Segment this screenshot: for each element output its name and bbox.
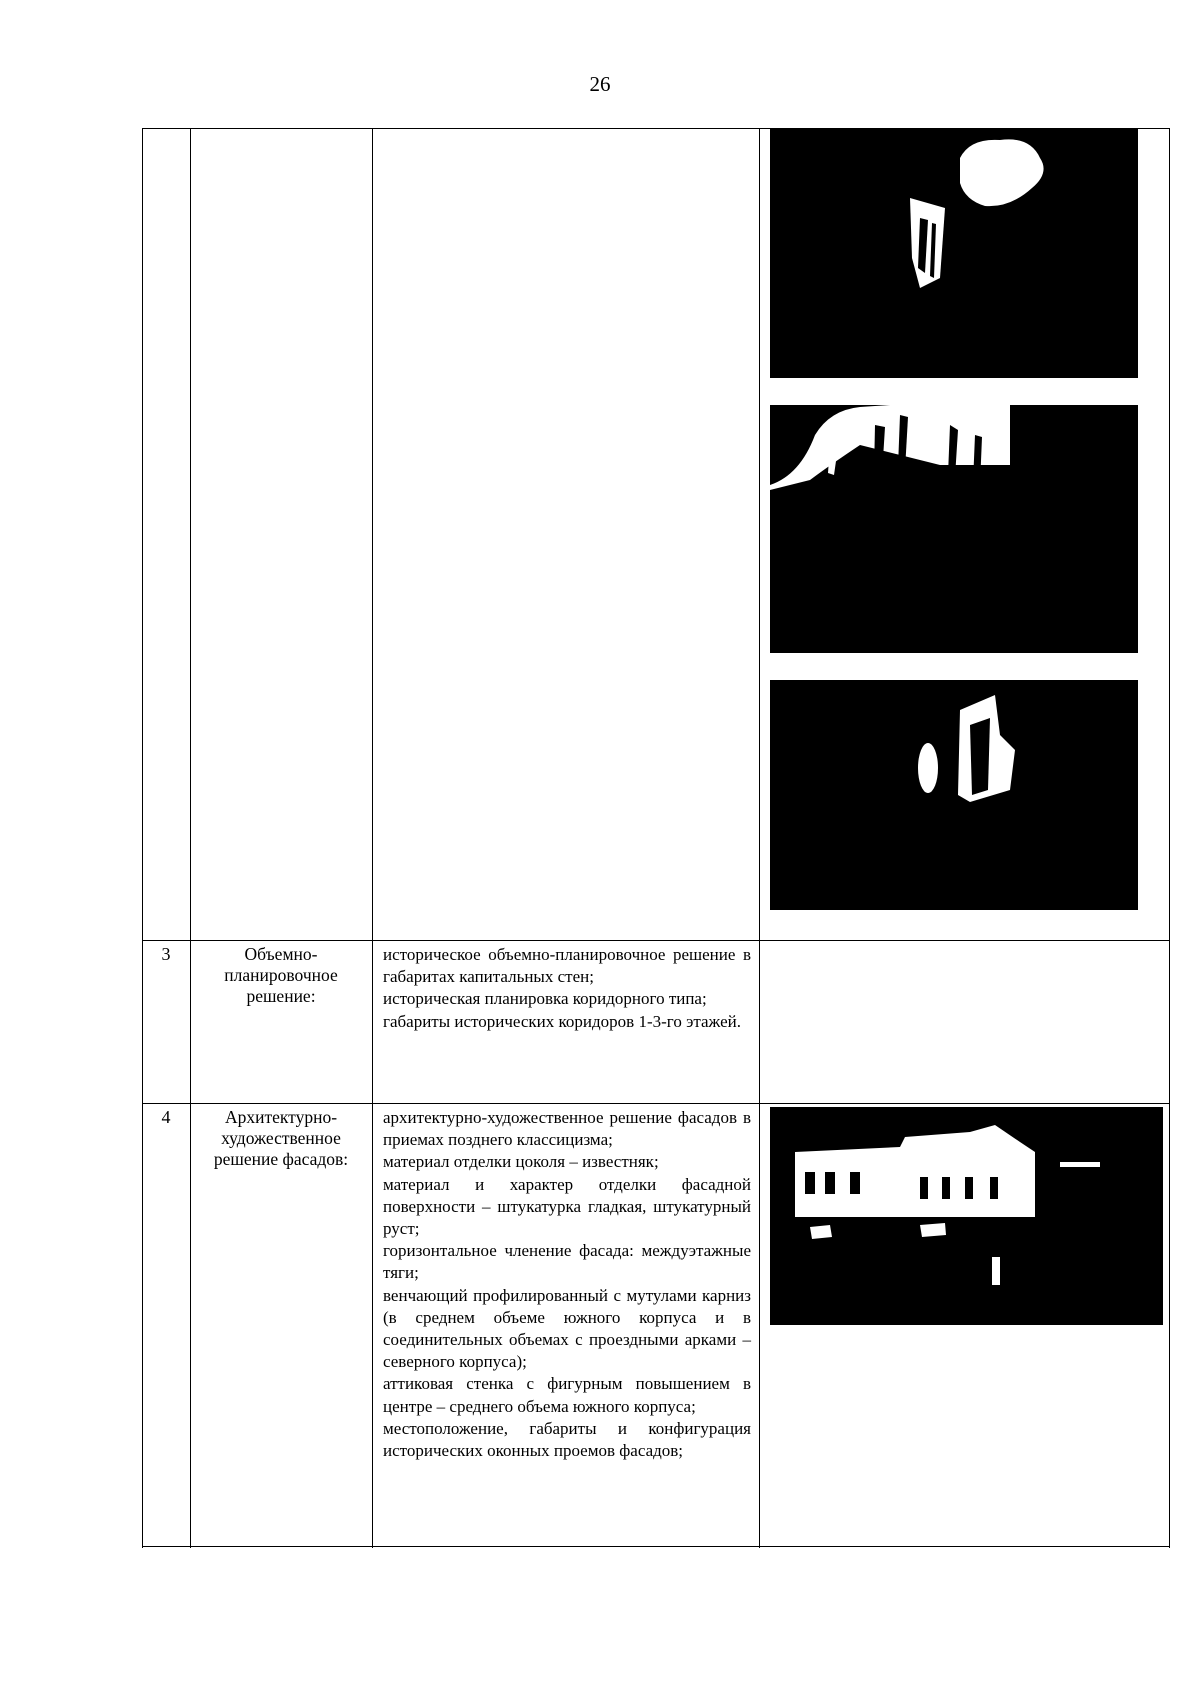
row-4-description bbox=[383, 1107, 751, 1462]
row-3-item: историческая планировка коридорного типа; bbox=[383, 989, 707, 1009]
row-4-item: архитектурно-художественное решение фасадов в приемах позднего классицизма; bbox=[383, 1108, 751, 1150]
column-divider-1 bbox=[190, 128, 191, 1548]
row-3-description bbox=[383, 944, 751, 1033]
photo-facade bbox=[770, 1107, 1163, 1325]
photo-interior-2 bbox=[770, 405, 1138, 653]
row-4-title: Архитектурно-художественное решение фасадов: bbox=[213, 1107, 349, 1169]
row-4-item: материал и характер отделки фасадной поверхности – штукатурка гладкая, штукатурный руст; bbox=[383, 1174, 751, 1239]
photo-interior-2-image bbox=[770, 405, 1138, 653]
row-4-item: венчающий профилированный с мутулами карниз (в среднем объеме южного корпуса и в соединительных объемах с проездными арками – северного корпуса); bbox=[383, 1285, 751, 1372]
row-4-item: материал отделки цоколя – известняк; bbox=[383, 1152, 659, 1172]
table-bottom-border bbox=[142, 1546, 1169, 1547]
row-3-item: габариты исторических коридоров 1-3-го этажей. bbox=[383, 1011, 741, 1031]
page-number: 26 bbox=[589, 72, 611, 96]
row-3-title: Объемно-планировочное решение: bbox=[224, 944, 338, 1006]
row-4-item: горизонтальное членение фасада: междуэтажные тяги; bbox=[383, 1241, 751, 1283]
photo-interior-3 bbox=[770, 680, 1138, 910]
row-3-item: историческое объемно-планировочное решение в габаритах капитальных стен; bbox=[383, 945, 751, 987]
row-4-number: 4 bbox=[161, 1107, 171, 1127]
row-4-item: аттиковая стенка с фигурным повышением в центре – среднего объема южного корпуса; bbox=[383, 1374, 751, 1416]
photo-facade-image bbox=[770, 1107, 1163, 1325]
column-divider-3 bbox=[759, 128, 760, 1548]
table-left-border bbox=[142, 128, 143, 1548]
photo-interior-3-image bbox=[770, 680, 1138, 910]
column-divider-2 bbox=[372, 128, 373, 1548]
row-divider-4 bbox=[142, 1103, 1169, 1104]
row-divider-3 bbox=[142, 940, 1169, 941]
row-3-number: 3 bbox=[161, 944, 171, 964]
table-right-border bbox=[1169, 128, 1170, 1548]
photo-interior-1-image bbox=[770, 128, 1138, 378]
row-4-item: местоположение, габариты и конфигурация исторических оконных проемов фасадов; bbox=[383, 1418, 751, 1461]
photo-interior-1 bbox=[770, 128, 1138, 378]
